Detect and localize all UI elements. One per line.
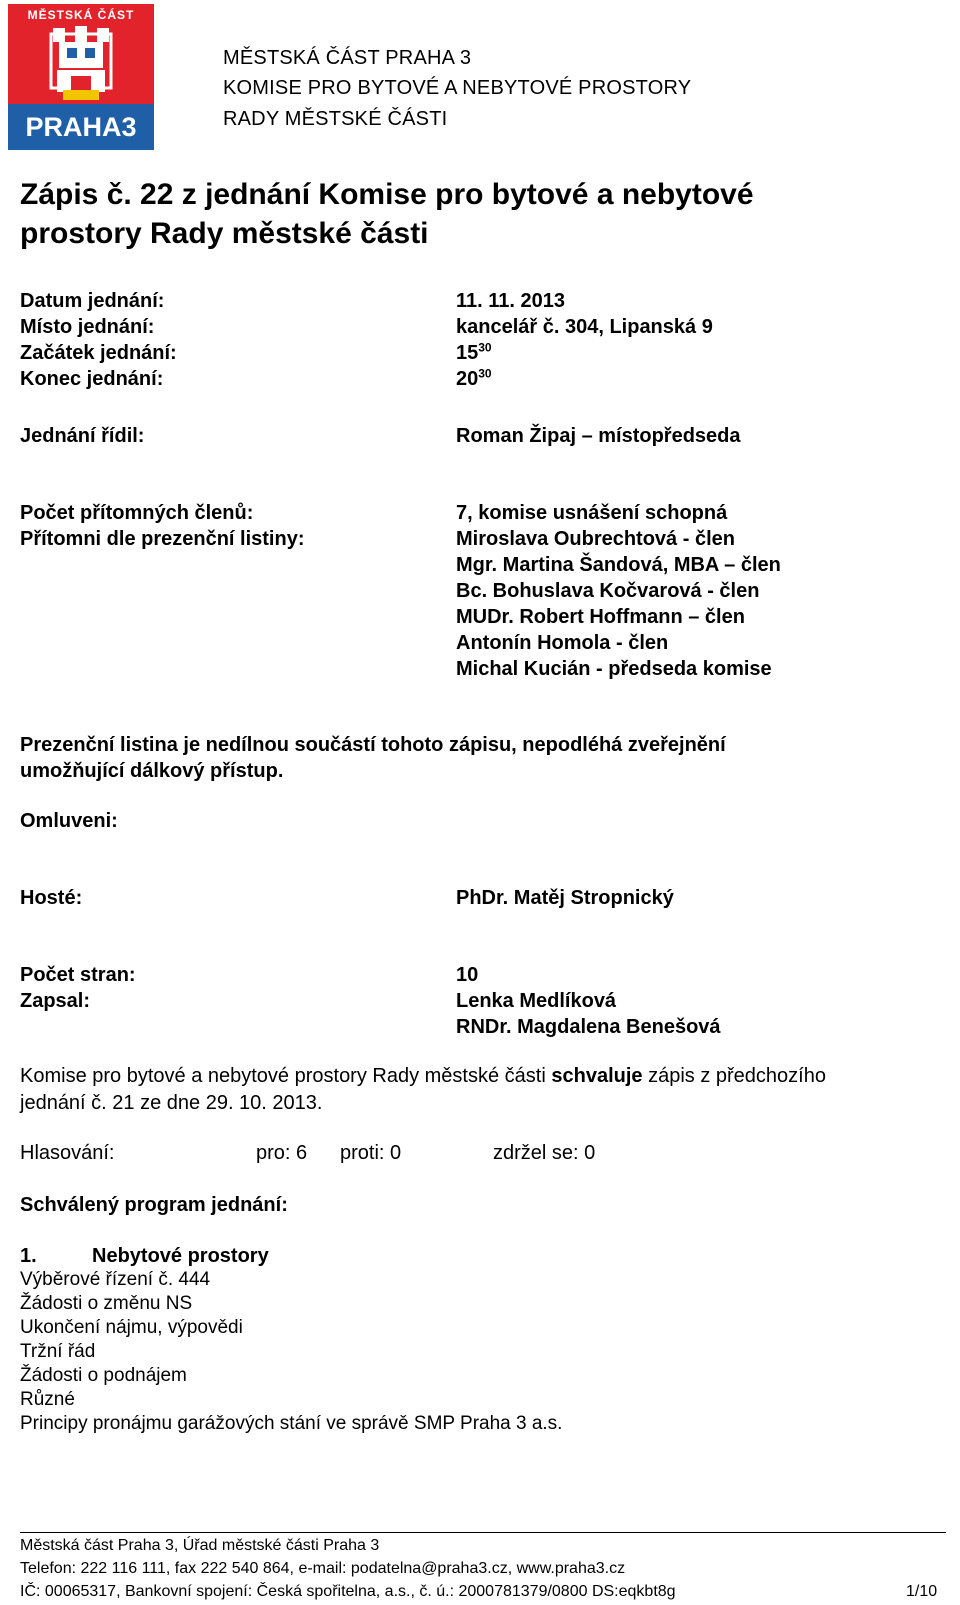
- program-item: Výběrové řízení č. 444: [20, 1269, 211, 1290]
- excused-label: Omluveni:: [20, 810, 118, 832]
- voting-label: Hlasování:: [20, 1142, 115, 1164]
- coat-of-arms-icon: [39, 24, 123, 106]
- program-section-number: 1.: [20, 1245, 37, 1267]
- member-count-label: Počet přítomných členů:: [20, 502, 254, 524]
- program-item: Ukončení nájmu, výpovědi: [20, 1317, 243, 1338]
- logo-top-text: MĚSTSKÁ ČÁST: [27, 8, 135, 22]
- recorder-name: RNDr. Magdalena Benešová: [456, 1016, 721, 1038]
- program-heading: Schválený program jednání:: [20, 1194, 288, 1216]
- program-item: Žádosti o podnájem: [20, 1365, 187, 1386]
- member-count-value: 7, komise usnášení schopná: [456, 502, 728, 524]
- title-line-2: prostory Rady městské části: [20, 217, 429, 250]
- document-title: [20, 175, 920, 253]
- start-time: [456, 340, 492, 366]
- end-minutes: 30: [478, 366, 492, 381]
- guests-value: PhDr. Matěj Stropnický: [456, 887, 674, 909]
- guests-label: Hosté:: [20, 887, 83, 909]
- member-item: Mgr. Martina Šandová, MBA – člen: [456, 554, 781, 576]
- page-number: 1/10: [906, 1583, 938, 1600]
- logo-bottom-text: PRAHA3: [25, 112, 137, 142]
- voting-abstain: zdržel se: 0: [493, 1142, 596, 1164]
- title-line-1: Zápis č. 22 z jednání Komise pro bytové a nebytové: [20, 178, 754, 211]
- footer-line-2: Telefon: 222 116 111, fax 222 540 864, e-mail: podatelna@praha3.cz, www.praha3.cz: [20, 1560, 626, 1577]
- program-section-title: Nebytové prostory: [92, 1245, 269, 1267]
- header-line-2: KOMISE PRO BYTOVÉ A NEBYTOVÉ PROSTORY: [223, 77, 692, 99]
- start-minutes: 30: [478, 340, 492, 355]
- notice-line-1: Prezenční listina je nedílnou součástí tohoto zápisu, nepodléhá zveřejnění: [20, 734, 726, 756]
- approval-verb: schvaluje: [551, 1065, 643, 1087]
- member-item: Bc. Bohuslava Kočvarová - člen: [456, 580, 760, 602]
- end-hour: 20: [456, 368, 479, 390]
- approval-text-after: zápis z předchozího: [642, 1065, 826, 1087]
- notice-line-2: umožňující dálkový přístup.: [20, 760, 284, 782]
- header-line-1: MĚSTSKÁ ČÁST PRAHA 3: [223, 47, 472, 69]
- end-time: [456, 366, 492, 392]
- footer-line-3: IČ: 00065317, Bankovní spojení: Česká spořitelna, a.s., č. ú.: 2000781379/0800 DS:eqkbt8g: [20, 1583, 676, 1600]
- program-item: Různé: [20, 1389, 75, 1410]
- start-label: Začátek jednání:: [20, 342, 177, 364]
- member-item: Antonín Homola - člen: [456, 632, 669, 654]
- program-items: [20, 1268, 562, 1436]
- date-value: 11. 11. 2013: [456, 290, 566, 312]
- chair-value: Roman Žipaj – místopředseda: [456, 425, 741, 447]
- program-item: Tržní řád: [20, 1341, 96, 1362]
- recorder-label: Zapsal:: [20, 990, 91, 1012]
- member-item: MUDr. Robert Hoffmann – člen: [456, 606, 745, 628]
- date-label: Datum jednání:: [20, 290, 165, 312]
- member-item: Miroslava Oubrechtová - člen: [456, 528, 735, 550]
- footer-divider: [20, 1532, 946, 1533]
- members-list: [456, 526, 781, 682]
- header-line-3: RADY MĚSTSKÉ ČÁSTI: [223, 108, 448, 130]
- pages-label: Počet stran:: [20, 964, 136, 986]
- praha3-logo: [8, 4, 154, 150]
- approval-line-2: jednání č. 21 ze dne 29. 10. 2013.: [20, 1092, 323, 1114]
- approval-text-before: Komise pro bytové a nebytové prostory Rady městské části: [20, 1065, 552, 1087]
- end-label: Konec jednání:: [20, 368, 164, 390]
- recorder-name: Lenka Medlíková: [456, 990, 617, 1012]
- approval-line-1: [20, 1063, 950, 1090]
- program-item: Žádosti o změnu NS: [20, 1293, 193, 1314]
- program-item: Principy pronájmu garážových stání ve správě SMP Praha 3 a.s.: [20, 1413, 563, 1434]
- place-value: kancelář č. 304, Lipanská 9: [456, 316, 713, 338]
- recorder-names: [456, 988, 721, 1040]
- footer-line-1: Městská část Praha 3, Úřad městské části Praha 3: [20, 1537, 380, 1554]
- chair-label: Jednání řídil:: [20, 425, 145, 447]
- member-item: Michal Kucián - předseda komise: [456, 658, 772, 680]
- voting-proti: proti: 0: [340, 1142, 402, 1164]
- notice-paragraph: [20, 732, 726, 784]
- approval-paragraph: [20, 1063, 950, 1117]
- place-label: Místo jednání:: [20, 316, 155, 338]
- present-label: Přítomni dle prezenční listiny:: [20, 528, 305, 550]
- pages-value: 10: [456, 964, 479, 986]
- start-hour: 15: [456, 342, 479, 364]
- voting-pro: pro: 6: [256, 1142, 308, 1164]
